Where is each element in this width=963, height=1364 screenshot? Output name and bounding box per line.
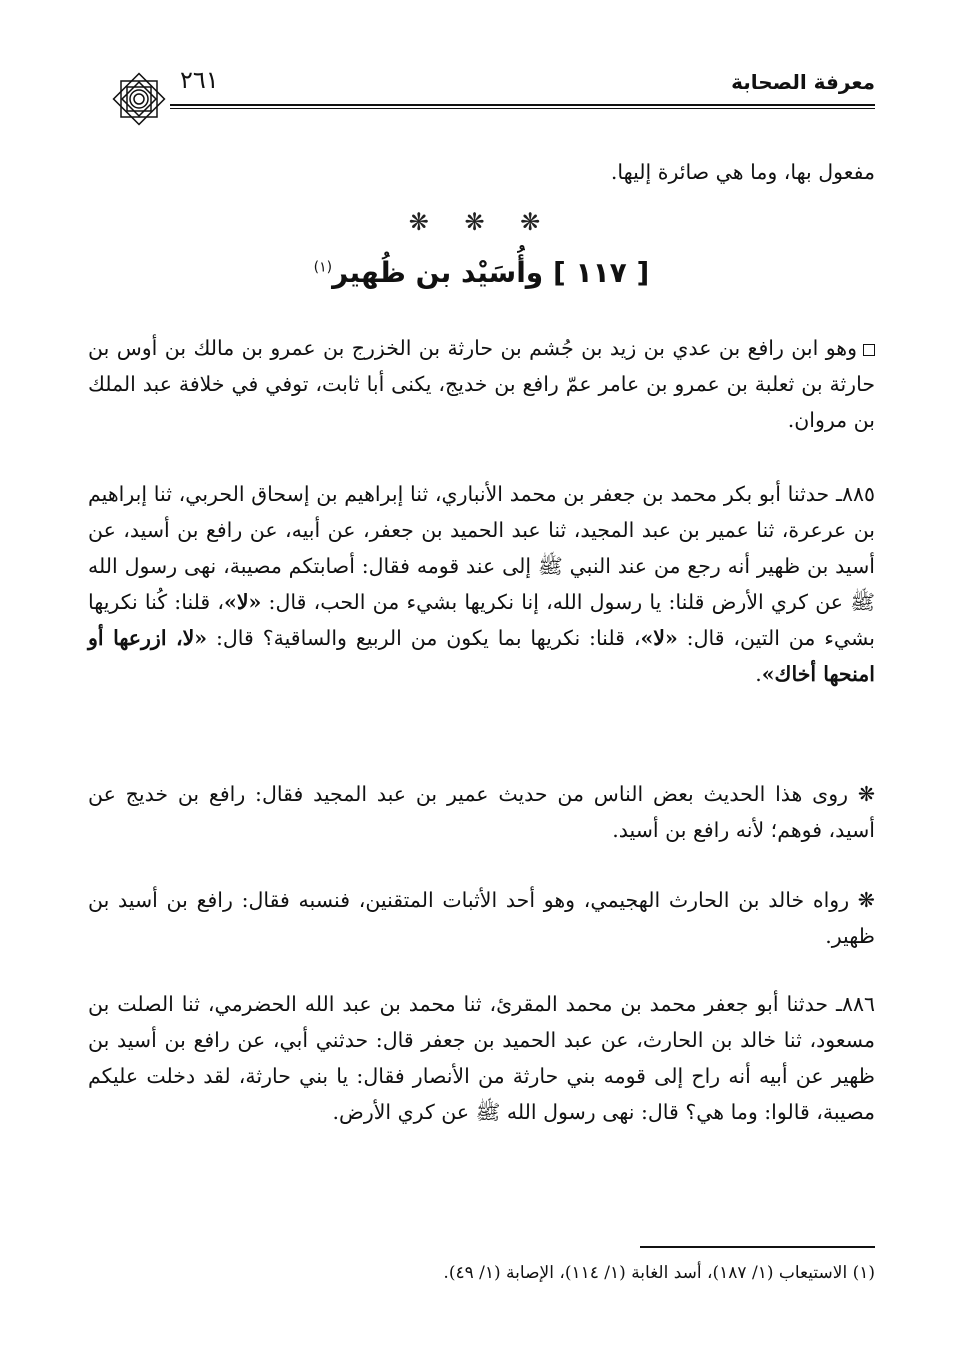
hadith-885-part-b: ، قلنا: كُنا نكريها بشيء من التين، قال: — [88, 590, 875, 650]
note-2: ❋ رواه خالد بن الحارث الهجيمي، وهو أحد الأثبات المتقنين، فنسبه فقال: رافع بن أسيد بن ظهير. — [88, 888, 875, 948]
page-number: ٢٦١ — [180, 66, 219, 94]
section-separator: ❋ ❋ ❋ — [408, 208, 555, 236]
header-rule-thin — [170, 108, 875, 109]
hadith-885 — [88, 476, 875, 692]
hadith-885-final-answer: «لا، ازرعها أو امنحها أخاك» — [88, 626, 875, 686]
paragraph-box-icon — [863, 344, 875, 356]
bio-text: وهو ابن رافع بن عدي بن زيد بن جُشم بن حارثة بن الخزرج بن عمرو بن مالك بن أوس بن حارثة بن ثعلبة بن عمرو بن عامر عمّ رافع بن خديج، يكنى أبا ثابت، توفي في خلافة عبد الملك بن مروان. — [88, 336, 875, 432]
bio-paragraph — [88, 330, 875, 438]
hadith-886: ٨٨٦ـ حدثنا أبو جعفر محمد بن محمد المقرئ، ثنا محمد بن عبد الله الحضرمي، ثنا الصلت بن مسعود، ثنا خالد بن الحارث، عن عبد الحميد بن جعفر قال: حدثني أبي، عن رافع بن أسيد بن ظهير عن أبيه أنه راح إلى قومه بني حارثة من الأنصار فقال: يا بني حارثة، لقد دخلت عليكم مصيبة، قالوا: وما هي؟ قال: نهى رسول الله ﷺ عن كري الأرض. — [88, 992, 875, 1124]
hadith-885-end: . — [755, 662, 762, 686]
hadith-885-answer-1: «لا» — [224, 590, 262, 614]
footnote-rule — [640, 1246, 875, 1248]
intro-line: مفعول بها، وما هي صائرة إليها. — [610, 160, 875, 184]
hadith-885-part-c: ، قلنا: نكريها بما يكون من الربيع والساقية؟ قال: — [216, 626, 641, 650]
star-ornament-icon — [108, 68, 170, 130]
entry-heading — [0, 256, 963, 289]
footnote: (١) الاستيعاب (١/ ١٨٧)، أسد الغابة (١/ ١١٤)، الإصابة (١/ ٤٩). — [443, 1263, 875, 1283]
note-1: ❋ روى هذا الحديث بعض الناس من حديث عمير بن عبد المجيد فقال: رافع بن خديج عن أسيد، فوهم؛ لأنه رافع بن أسيد. — [88, 782, 875, 842]
running-title: معرفة الصحابة — [731, 70, 875, 94]
entry-heading-text: [ ١١٧ ] وأُسَيْد بن ظُهير — [332, 256, 650, 289]
hadith-885-part-a: ٨٨٥ـ حدثنا أبو بكر محمد بن جعفر بن محمد الأنباري، ثنا إبراهيم بن إسحاق الحربي، ثنا إبراهيم بن عرعرة، ثنا عمير بن عبد المجيد، ثنا عبد الحميد بن جعفر، عن أبيه، عن رافع بن أسيد، عن أسيد بن ظهير أنه رجع من عند النبي ﷺ إلى عند قومه فقال: أصابتكم مصيبة، نهى رسول الله ﷺ عن كري الأرض قلنا: يا رسول الله، إنا نكريها بشيء من الحب، قال: — [88, 482, 875, 614]
header-rule — [170, 104, 875, 106]
footnote-marker: (١) — [313, 259, 333, 276]
hadith-885-answer-2: «لا» — [640, 626, 678, 650]
